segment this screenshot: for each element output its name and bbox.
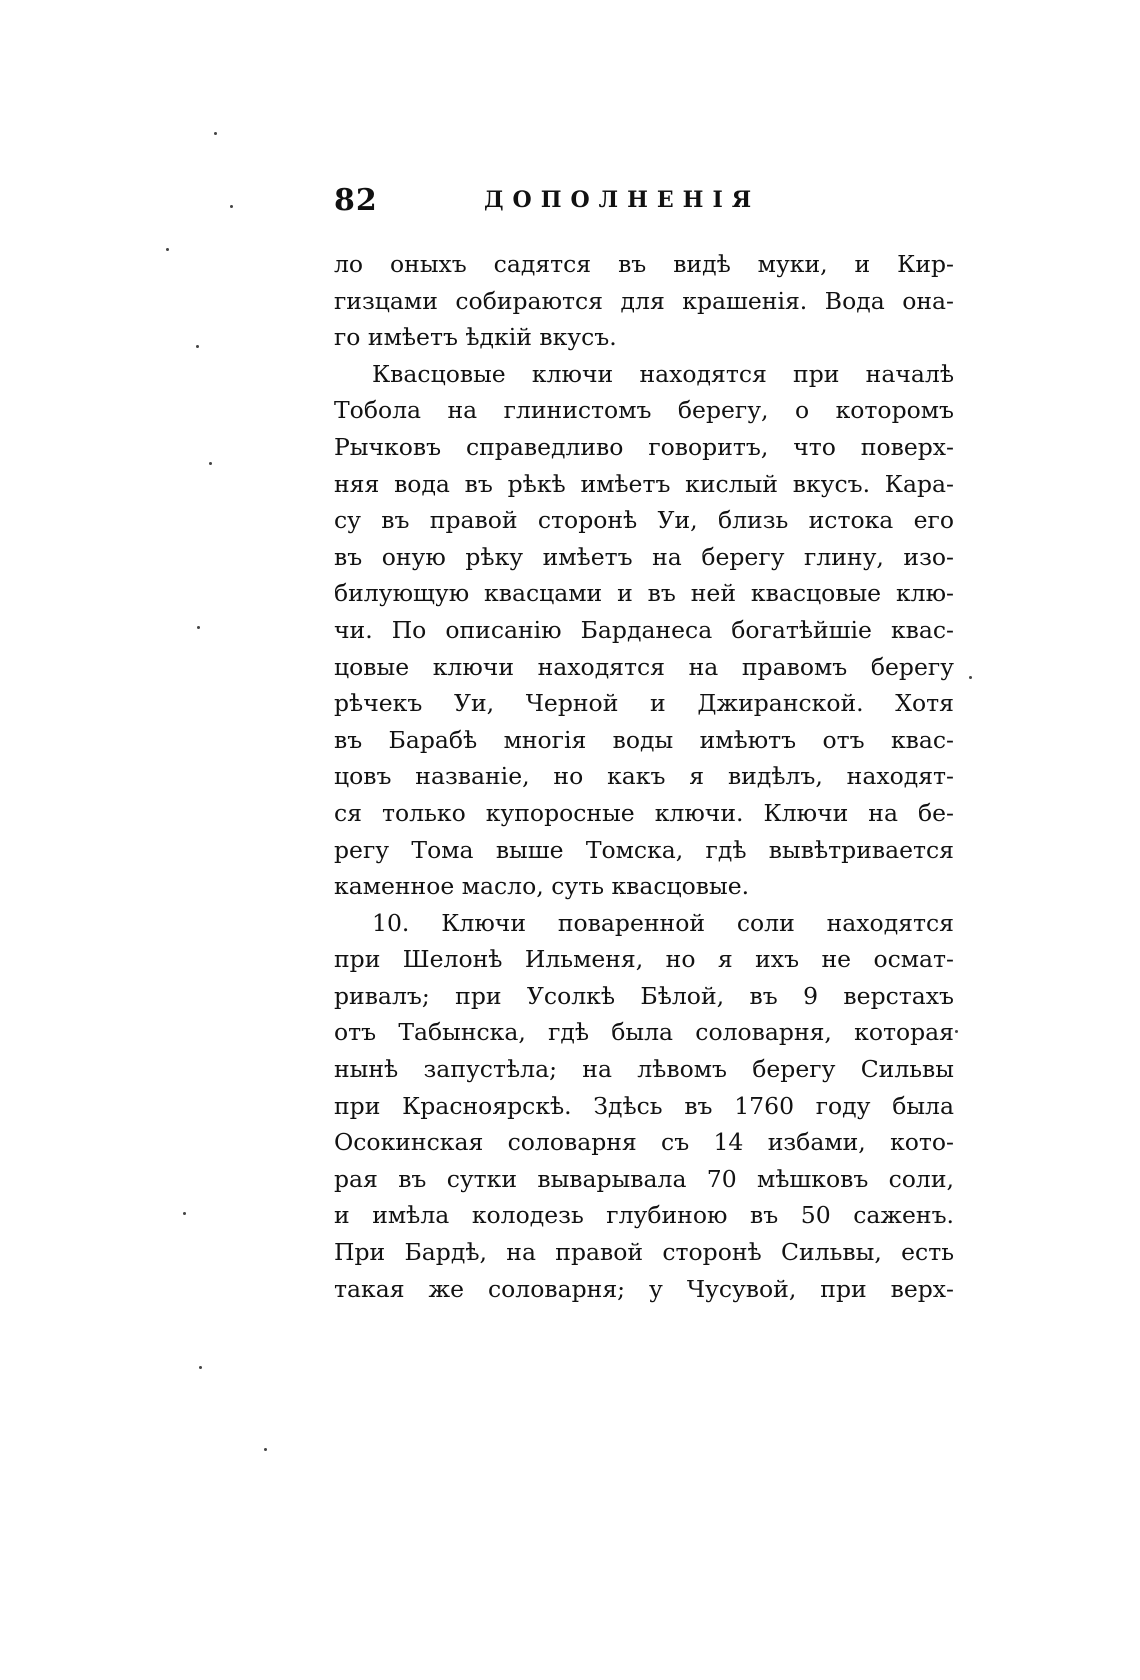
body-text <box>334 246 954 1307</box>
text-line: рѣчекъ Уи, Черной и Джиранской. Хотя <box>334 689 954 718</box>
text-line: няя вода въ рѣкѣ имѣетъ кислый вкусъ. Кара- <box>334 469 954 498</box>
text-line: билующую квасцами и въ ней квасцовые клю- <box>334 579 954 608</box>
text-line: нынѣ запустѣла; на лѣвомъ берегу Сильвы <box>334 1055 954 1084</box>
text-line: су въ правой сторонѣ Уи, близь истока его <box>334 506 954 535</box>
speck <box>955 1030 958 1033</box>
page-number: 82 <box>334 183 378 218</box>
running-title: ДОПОЛНЕНІЯ <box>484 187 761 213</box>
text-line: при Красноярскѣ. Здѣсь въ 1760 году была <box>334 1091 954 1120</box>
speck <box>264 1448 267 1451</box>
text-line: При Бардѣ, на правой сторонѣ Сильвы, есть <box>334 1238 954 1267</box>
speck <box>183 1212 186 1215</box>
text-line: чи. По описанію Барданеса богатѣйшіе квас- <box>334 615 954 644</box>
text-line: регу Тома выше Томска, гдѣ вывѣтривается <box>334 835 954 864</box>
speck <box>214 132 217 135</box>
text-line: 10. Ключи поваренной соли находятся <box>372 908 954 937</box>
page-header <box>334 183 954 223</box>
text-line: отъ Табынска, гдѣ была соловарня, которая <box>334 1018 954 1047</box>
speck <box>199 1366 202 1369</box>
text-line: и имѣла колодезь глубиною въ 50 саженъ. <box>334 1201 954 1230</box>
text-line: ривалъ; при Усолкѣ Бѣлой, въ 9 верстахъ <box>334 981 954 1010</box>
text-line: Осокинская соловарня съ 14 избами, кото- <box>334 1128 954 1157</box>
text-line: гизцами собираются для крашенія. Вода она- <box>334 286 954 315</box>
speck <box>230 205 233 208</box>
text-line: ся только купоросные ключи. Ключи на бе- <box>334 798 954 827</box>
speck <box>197 626 200 629</box>
speck <box>196 345 199 348</box>
text-line: Тобола на глинистомъ берегу, о которомъ <box>334 396 954 425</box>
text-line: въ Барабѣ многія воды имѣютъ отъ квас- <box>334 725 954 754</box>
text-line: Квасцовые ключи находятся при началѣ <box>372 359 954 388</box>
speck <box>969 676 972 679</box>
text-line: каменное масло, суть квасцовые. <box>334 872 750 901</box>
text-line: такая же соловарня; у Чусувой, при верх- <box>334 1274 954 1303</box>
text-line: при Шелонѣ Ильменя, но я ихъ не осмат- <box>334 945 954 974</box>
text-line: цовъ названіе, но какъ я видѣлъ, находят- <box>334 762 954 791</box>
text-line: го имѣетъ ѣдкій вкусъ. <box>334 323 617 352</box>
text-line: въ оную рѣку имѣетъ на берегу глину, изо- <box>334 542 954 571</box>
text-line: Рычковъ справедливо говоритъ, что поверх- <box>334 432 954 461</box>
speck <box>166 248 169 251</box>
speck <box>209 462 212 465</box>
text-line: ло оныхъ садятся въ видѣ муки, и Кир- <box>334 250 954 278</box>
text-line: цовые ключи находятся на правомъ берегу <box>334 652 954 681</box>
text-line: рая въ сутки выварывала 70 мѣшковъ соли, <box>334 1164 954 1193</box>
